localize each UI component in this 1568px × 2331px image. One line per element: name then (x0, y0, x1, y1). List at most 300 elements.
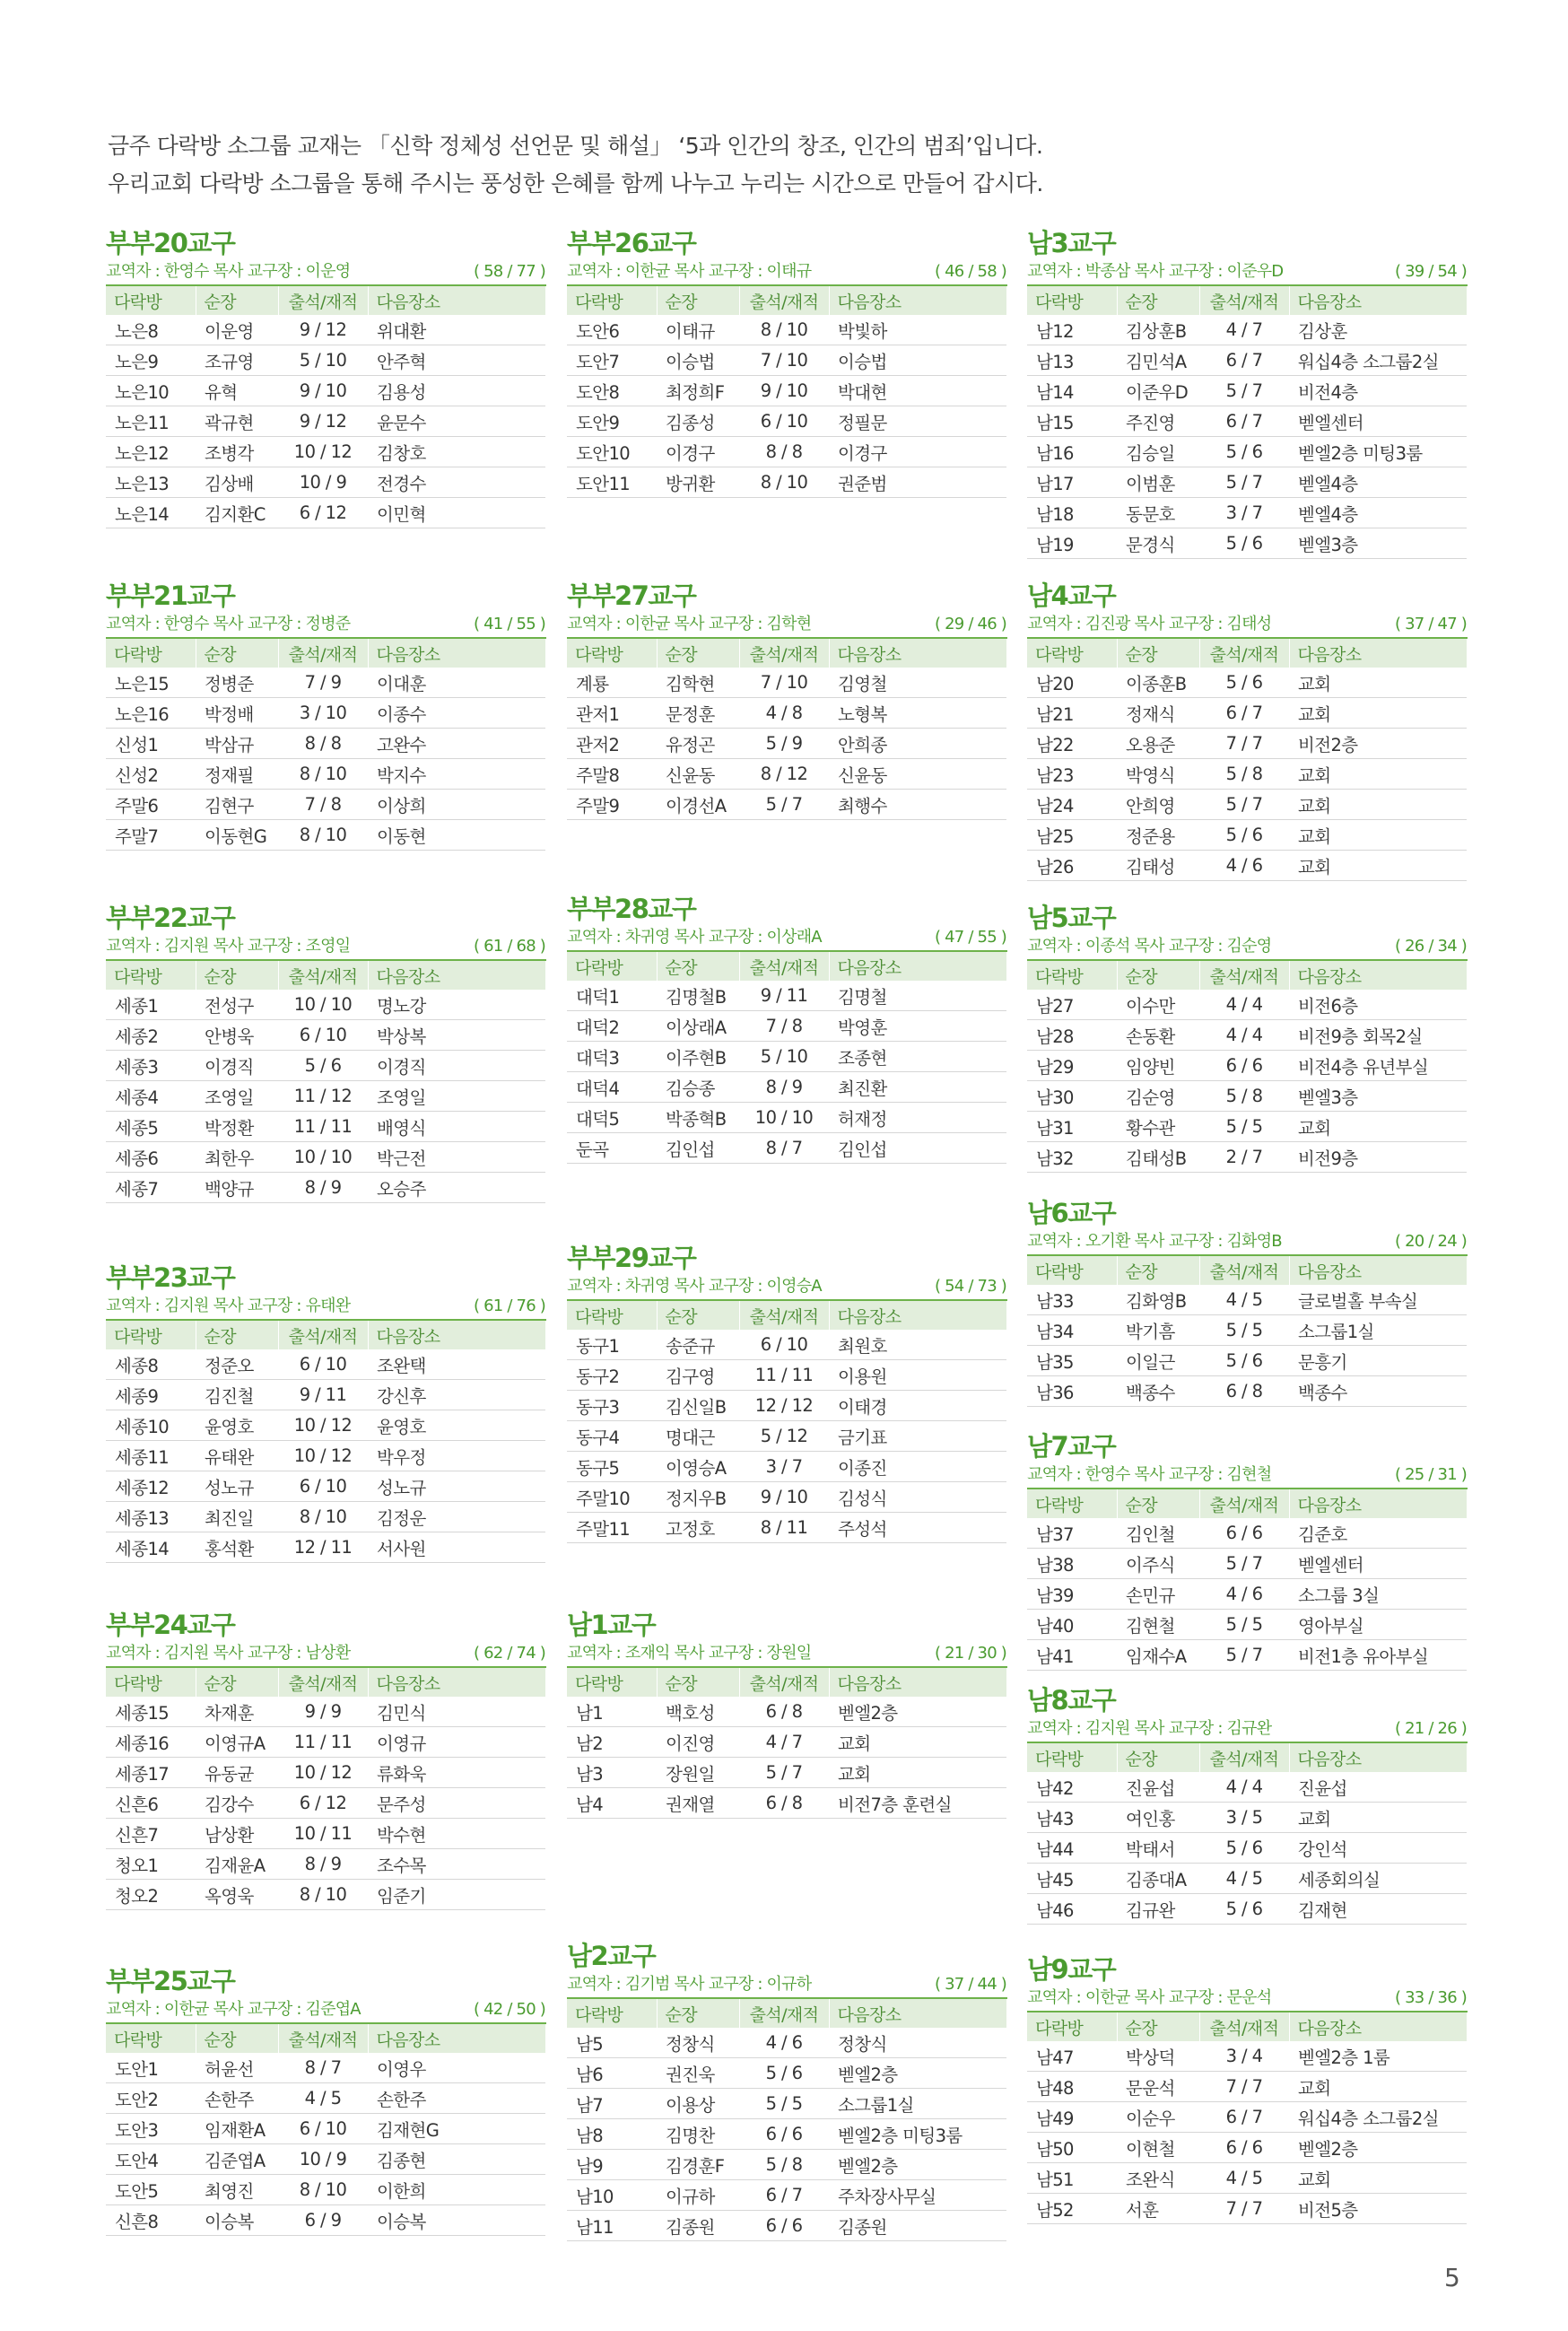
cell-attendance: 8 / 7 (278, 2053, 368, 2083)
table-row (567, 1103, 1006, 1133)
district-table (567, 1997, 1007, 2241)
header-room: 다락방 (567, 1998, 657, 2028)
header-leader: 순장 (1117, 285, 1199, 315)
cell-room: 남1 (567, 1697, 657, 1727)
table-row (106, 1532, 545, 1563)
table-row (567, 1072, 1006, 1103)
cell-leader: 황수관 (1117, 1112, 1199, 1142)
cell-attendance: 6 / 7 (1199, 698, 1289, 729)
cell-room: 남19 (1027, 528, 1117, 559)
district-title: 부부27교구 (567, 581, 696, 611)
district-staff-label: 교역자 : 이종석 목사 교구장 : 김순영 (1027, 937, 1272, 956)
header-room: 다락방 (106, 638, 196, 668)
cell-next-place: 안희종 (829, 729, 1006, 759)
cell-next-place: 교회 (1289, 1112, 1467, 1142)
cell-leader: 이순우 (1117, 2102, 1199, 2133)
header-attendance: 출석/재적 (739, 1998, 829, 2028)
table-row (1027, 1112, 1467, 1142)
table-row (1027, 2133, 1467, 2163)
cell-leader: 이동현G (196, 820, 278, 851)
header-leader: 순장 (657, 1667, 739, 1697)
cell-attendance: 6 / 7 (1199, 345, 1289, 376)
cell-leader: 이승법 (657, 345, 739, 376)
cell-next-place: 김민식 (368, 1697, 545, 1727)
district-table (567, 1666, 1007, 1819)
header-next-place: 다음장소 (368, 638, 545, 668)
cell-attendance: 9 / 11 (739, 981, 829, 1011)
cell-leader: 김현구 (196, 790, 278, 820)
cell-next-place: 박빛하 (829, 315, 1006, 345)
cell-next-place: 비전9층 회목2실 (1289, 1020, 1467, 1051)
district-attendance-total: ( 21 / 30 ) (934, 1644, 1006, 1663)
cell-next-place: 이경직 (368, 1051, 545, 1081)
cell-attendance: 5 / 6 (1199, 820, 1289, 851)
cell-next-place: 이용원 (829, 1360, 1006, 1391)
cell-attendance: 6 / 6 (739, 2211, 829, 2241)
header-room: 다락방 (106, 285, 196, 315)
district-staff (567, 1972, 1006, 1997)
district-attendance-total: ( 47 / 55 ) (934, 928, 1006, 947)
cell-next-place: 윤문수 (368, 406, 545, 437)
cell-leader: 방귀환 (657, 467, 739, 498)
cell-room: 동구4 (567, 1421, 657, 1452)
district-staff-label: 교역자 : 조재익 목사 교구장 : 장원일 (567, 1644, 812, 1663)
cell-leader: 명대근 (657, 1421, 739, 1452)
table-row (567, 2180, 1006, 2211)
table-row (1027, 729, 1467, 759)
cell-leader: 장원일 (657, 1758, 739, 1788)
district-staff-label: 교역자 : 오기환 목사 교구장 : 김화영B (1027, 1232, 1282, 1251)
cell-room: 청오2 (106, 1880, 196, 1910)
header-room: 다락방 (1027, 1742, 1117, 1772)
cell-room: 세종3 (106, 1051, 196, 1081)
cell-room: 남46 (1027, 1894, 1117, 1925)
header-room: 다락방 (567, 1300, 657, 1330)
cell-attendance: 8 / 9 (278, 1173, 368, 1203)
table-row (106, 1349, 545, 1380)
table-header-row (1027, 1489, 1467, 1518)
cell-room: 동구1 (567, 1330, 657, 1360)
header-attendance: 출석/재적 (1199, 2012, 1289, 2041)
cell-next-place: 김상훈 (1289, 315, 1467, 345)
cell-attendance: 8 / 10 (278, 1880, 368, 1910)
district-block (567, 1609, 1006, 1819)
cell-leader: 이범훈 (1117, 467, 1199, 498)
cell-next-place: 교회 (1289, 790, 1467, 820)
cell-next-place: 김정운 (368, 1502, 545, 1532)
cell-leader: 박태서 (1117, 1833, 1199, 1864)
cell-next-place: 문주성 (368, 1788, 545, 1819)
cell-next-place: 벧엘4층 (1289, 467, 1467, 498)
cell-leader: 문정훈 (657, 698, 739, 729)
header-leader: 순장 (1117, 1742, 1199, 1772)
table-row (1027, 1579, 1467, 1610)
district-staff-label: 교역자 : 김지원 목사 교구장 : 유태완 (106, 1296, 351, 1315)
header-room: 다락방 (567, 1667, 657, 1697)
cell-attendance: 10 / 11 (278, 1819, 368, 1849)
cell-next-place: 교회 (1289, 851, 1467, 881)
table-row (106, 1112, 545, 1142)
table-header-row (1027, 2012, 1467, 2041)
cell-leader: 허윤선 (196, 2053, 278, 2083)
table-row (1027, 315, 1467, 345)
cell-leader: 이용상 (657, 2089, 739, 2119)
cell-room: 세종1 (106, 990, 196, 1020)
cell-attendance: 4 / 7 (739, 1727, 829, 1758)
table-row (106, 406, 545, 437)
table-row (567, 2058, 1006, 2089)
cell-room: 남26 (1027, 851, 1117, 881)
table-row (567, 2150, 1006, 2180)
table-row (1027, 528, 1467, 559)
cell-leader: 최영진 (196, 2175, 278, 2205)
cell-attendance: 8 / 10 (278, 2175, 368, 2205)
table-row (1027, 1549, 1467, 1579)
table-row (567, 1042, 1006, 1072)
cell-next-place: 위대환 (368, 315, 545, 345)
cell-attendance: 6 / 10 (739, 406, 829, 437)
cell-room: 계룡 (567, 668, 657, 698)
cell-leader: 김인철 (1117, 1518, 1199, 1549)
header-attendance: 출석/재적 (739, 285, 829, 315)
cell-next-place: 금기표 (829, 1421, 1006, 1452)
table-row (106, 698, 545, 729)
cell-attendance: 8 / 12 (739, 759, 829, 790)
cell-room: 남20 (1027, 668, 1117, 698)
header-next-place: 다음장소 (829, 951, 1006, 981)
cell-leader: 김명철B (657, 981, 739, 1011)
district-table (106, 1319, 546, 1563)
cell-next-place: 박영훈 (829, 1011, 1006, 1042)
header-leader: 순장 (196, 1667, 278, 1697)
district-staff (1027, 1462, 1467, 1488)
cell-leader: 김인섭 (657, 1133, 739, 1164)
cell-next-place: 박우정 (368, 1441, 545, 1471)
cell-next-place: 이종수 (368, 698, 545, 729)
cell-room: 신흔8 (106, 2205, 196, 2236)
cell-leader: 김지환C (196, 498, 278, 528)
cell-next-place: 주성석 (829, 1513, 1006, 1543)
cell-room: 동구5 (567, 1452, 657, 1482)
district-staff-label: 교역자 : 김지원 목사 교구장 : 남상환 (106, 1644, 351, 1663)
cell-room: 도안8 (567, 376, 657, 406)
district-staff (567, 259, 1006, 284)
district-block (106, 1609, 545, 1910)
table-row (106, 1880, 545, 1910)
cell-leader: 여인홍 (1117, 1803, 1199, 1833)
cell-next-place: 배영식 (368, 1112, 545, 1142)
table-row (1027, 990, 1467, 1020)
header-next-place: 다음장소 (829, 285, 1006, 315)
cell-room: 남47 (1027, 2041, 1117, 2072)
table-row (106, 790, 545, 820)
table-row (106, 1819, 545, 1849)
cell-leader: 권재열 (657, 1788, 739, 1819)
cell-room: 관저1 (567, 698, 657, 729)
cell-leader: 김학현 (657, 668, 739, 698)
cell-leader: 이수만 (1117, 990, 1199, 1020)
cell-leader: 유정곤 (657, 729, 739, 759)
cell-room: 주말8 (567, 759, 657, 790)
district-attendance-total: ( 41 / 55 ) (473, 615, 545, 633)
table-row (106, 2114, 545, 2144)
table-row (1027, 1803, 1467, 1833)
cell-next-place: 박근전 (368, 1142, 545, 1173)
cell-leader: 정준용 (1117, 820, 1199, 851)
table-row (106, 1051, 545, 1081)
cell-room: 세종2 (106, 1020, 196, 1051)
table-row (106, 345, 545, 376)
cell-leader: 윤영호 (196, 1410, 278, 1441)
cell-attendance: 10 / 12 (278, 1410, 368, 1441)
district-staff (106, 1997, 545, 2022)
cell-next-place: 박상복 (368, 1020, 545, 1051)
cell-attendance: 8 / 10 (278, 759, 368, 790)
district-block (1027, 1430, 1467, 1671)
cell-leader: 이영규A (196, 1727, 278, 1758)
district-title: 부부29교구 (567, 1243, 696, 1273)
header-leader: 순장 (1117, 1489, 1199, 1518)
table-row (1027, 2102, 1467, 2133)
cell-leader: 이태규 (657, 315, 739, 345)
cell-attendance: 4 / 5 (278, 2083, 368, 2114)
table-row (567, 376, 1006, 406)
district-title: 부부28교구 (567, 894, 696, 924)
district-staff (106, 934, 545, 959)
cell-leader: 이운영 (196, 315, 278, 345)
header-attendance: 출석/재적 (739, 1300, 829, 1330)
cell-attendance: 3 / 5 (1199, 1803, 1289, 1833)
cell-next-place: 주차장사무실 (829, 2180, 1006, 2211)
header-room: 다락방 (567, 285, 657, 315)
cell-attendance: 5 / 10 (739, 1042, 829, 1072)
district-staff-label: 교역자 : 한영수 목사 교구장 : 정병준 (106, 615, 351, 633)
cell-attendance: 4 / 8 (739, 698, 829, 729)
table-header-row (1027, 638, 1467, 668)
cell-next-place: 김재현G (368, 2114, 545, 2144)
cell-attendance: 10 / 12 (278, 1441, 368, 1471)
cell-next-place: 백종수 (1289, 1376, 1467, 1407)
table-row (1027, 1081, 1467, 1112)
cell-room: 신흔7 (106, 1819, 196, 1849)
cell-room: 세종4 (106, 1081, 196, 1112)
cell-leader: 이상래A (657, 1011, 739, 1042)
cell-room: 남15 (1027, 406, 1117, 437)
table-header-row (106, 638, 545, 668)
district-table (106, 637, 546, 851)
cell-attendance: 8 / 7 (739, 1133, 829, 1164)
cell-next-place: 최진환 (829, 1072, 1006, 1103)
district-attendance-total: ( 21 / 26 ) (1394, 1719, 1467, 1738)
cell-room: 신성1 (106, 729, 196, 759)
cell-next-place: 이상희 (368, 790, 545, 820)
cell-next-place: 워십4층 소그룹2실 (1289, 2102, 1467, 2133)
cell-attendance: 5 / 7 (1199, 1640, 1289, 1671)
cell-leader: 김현철 (1117, 1610, 1199, 1640)
district-title: 남9교구 (1027, 1954, 1116, 1985)
cell-next-place: 김재현 (1289, 1894, 1467, 1925)
district-staff-label: 교역자 : 이한균 목사 교구장 : 문운석 (1027, 1988, 1272, 2007)
cell-next-place: 세종회의실 (1289, 1864, 1467, 1894)
cell-attendance: 5 / 6 (1199, 668, 1289, 698)
cell-next-place: 정필문 (829, 406, 1006, 437)
district-staff (106, 1641, 545, 1666)
cell-room: 노은11 (106, 406, 196, 437)
cell-leader: 홍석환 (196, 1532, 278, 1563)
table-header-row (567, 1300, 1006, 1330)
intro-text (108, 127, 1453, 203)
table-row (567, 2089, 1006, 2119)
district-title: 남1교구 (567, 1610, 656, 1640)
header-attendance: 출석/재적 (1199, 1742, 1289, 1772)
cell-room: 노은12 (106, 437, 196, 467)
district-block (1027, 580, 1467, 881)
header-next-place: 다음장소 (829, 1667, 1006, 1697)
cell-attendance: 5 / 7 (1199, 467, 1289, 498)
district-block (567, 227, 1006, 498)
cell-attendance: 5 / 5 (1199, 1610, 1289, 1640)
cell-room: 남7 (567, 2089, 657, 2119)
district-table (1027, 1742, 1468, 1925)
district-staff (567, 1274, 1006, 1299)
cell-leader: 옥영욱 (196, 1880, 278, 1910)
cell-room: 남35 (1027, 1346, 1117, 1376)
district-table (106, 1666, 546, 1910)
district-block (106, 902, 545, 1203)
cell-room: 남17 (1027, 467, 1117, 498)
cell-next-place: 이종진 (829, 1452, 1006, 1482)
cell-room: 도안5 (106, 2175, 196, 2205)
district-attendance-total: ( 42 / 50 ) (473, 2000, 545, 2019)
cell-attendance: 6 / 10 (278, 1471, 368, 1502)
cell-leader: 김승종 (657, 1072, 739, 1103)
cell-next-place: 벧엘센터 (1289, 406, 1467, 437)
header-attendance: 출석/재적 (1199, 1255, 1289, 1285)
header-next-place: 다음장소 (1289, 2012, 1467, 2041)
table-row (106, 1471, 545, 1502)
cell-leader: 오용준 (1117, 729, 1199, 759)
cell-attendance: 5 / 10 (278, 345, 368, 376)
table-row (106, 1020, 545, 1051)
cell-room: 대덕5 (567, 1103, 657, 1133)
table-row (1027, 1346, 1467, 1376)
table-header-row (1027, 1742, 1467, 1772)
cell-leader: 박상덕 (1117, 2041, 1199, 2072)
cell-attendance: 5 / 5 (1199, 1112, 1289, 1142)
cell-attendance: 4 / 6 (739, 2028, 829, 2058)
cell-leader: 임재환A (196, 2114, 278, 2144)
table-header-row (106, 960, 545, 990)
cell-room: 세종15 (106, 1697, 196, 1727)
cell-next-place: 신윤동 (829, 759, 1006, 790)
cell-room: 남25 (1027, 820, 1117, 851)
district-title: 남6교구 (1027, 1198, 1116, 1228)
header-next-place: 다음장소 (1289, 960, 1467, 990)
cell-leader: 임재수A (1117, 1640, 1199, 1671)
cell-attendance: 11 / 11 (278, 1727, 368, 1758)
cell-attendance: 6 / 7 (739, 2180, 829, 2211)
header-attendance: 출석/재적 (278, 960, 368, 990)
cell-room: 주말10 (567, 1482, 657, 1513)
cell-room: 남6 (567, 2058, 657, 2089)
district-table (1027, 2011, 1468, 2224)
cell-next-place: 이민혁 (368, 498, 545, 528)
header-room: 다락방 (1027, 1255, 1117, 1285)
table-header-row (106, 1667, 545, 1697)
cell-attendance: 5 / 6 (1199, 1346, 1289, 1376)
cell-next-place: 손한주 (368, 2083, 545, 2114)
table-row (1027, 1142, 1467, 1173)
cell-attendance: 5 / 6 (278, 1051, 368, 1081)
cell-room: 남9 (567, 2150, 657, 2180)
header-room: 다락방 (1027, 638, 1117, 668)
cell-next-place: 벧엘2층 (1289, 2133, 1467, 2163)
table-row (567, 1421, 1006, 1452)
district-attendance-total: ( 37 / 47 ) (1394, 615, 1467, 633)
cell-leader: 김규완 (1117, 1894, 1199, 1925)
table-row (567, 467, 1006, 498)
district-attendance-total: ( 25 / 31 ) (1394, 1465, 1467, 1484)
table-header-row (1027, 960, 1467, 990)
header-next-place: 다음장소 (829, 1300, 1006, 1330)
header-next-place: 다음장소 (1289, 285, 1467, 315)
cell-attendance: 12 / 12 (739, 1391, 829, 1421)
table-row (567, 2119, 1006, 2150)
cell-room: 노은13 (106, 467, 196, 498)
cell-attendance: 5 / 8 (739, 2150, 829, 2180)
table-row (567, 698, 1006, 729)
table-row (106, 990, 545, 1020)
cell-leader: 이진영 (657, 1727, 739, 1758)
table-row (106, 376, 545, 406)
cell-room: 남41 (1027, 1640, 1117, 1671)
cell-room: 남34 (1027, 1315, 1117, 1346)
district-staff (1027, 934, 1467, 959)
cell-next-place: 비전4층 (1289, 376, 1467, 406)
cell-room: 남42 (1027, 1772, 1117, 1803)
district-attendance-total: ( 39 / 54 ) (1394, 262, 1467, 281)
header-leader: 순장 (657, 285, 739, 315)
district-staff (106, 612, 545, 637)
cell-room: 남43 (1027, 1803, 1117, 1833)
district-attendance-total: ( 33 / 36 ) (1394, 1988, 1467, 2007)
table-row (567, 1360, 1006, 1391)
cell-next-place: 교회 (1289, 759, 1467, 790)
table-row (567, 1482, 1006, 1513)
cell-leader: 백양규 (196, 1173, 278, 1203)
district-title: 남5교구 (1027, 903, 1116, 933)
district-title: 부부24교구 (106, 1610, 235, 1640)
cell-next-place: 강신후 (368, 1380, 545, 1410)
table-row (1027, 668, 1467, 698)
table-row (567, 2028, 1006, 2058)
cell-attendance: 7 / 7 (1199, 2072, 1289, 2102)
district-table (567, 950, 1007, 1164)
cell-next-place: 진윤섭 (1289, 1772, 1467, 1803)
cell-attendance: 7 / 10 (739, 668, 829, 698)
cell-leader: 백호성 (657, 1697, 739, 1727)
cell-room: 도안3 (106, 2114, 196, 2144)
cell-leader: 손한주 (196, 2083, 278, 2114)
cell-attendance: 5 / 5 (739, 2089, 829, 2119)
cell-attendance: 5 / 6 (739, 2058, 829, 2089)
cell-attendance: 6 / 9 (278, 2205, 368, 2236)
table-row (106, 1502, 545, 1532)
cell-next-place: 오승주 (368, 1173, 545, 1203)
cell-next-place: 이승복 (368, 2205, 545, 2236)
table-row (106, 759, 545, 790)
cell-room: 남8 (567, 2119, 657, 2150)
